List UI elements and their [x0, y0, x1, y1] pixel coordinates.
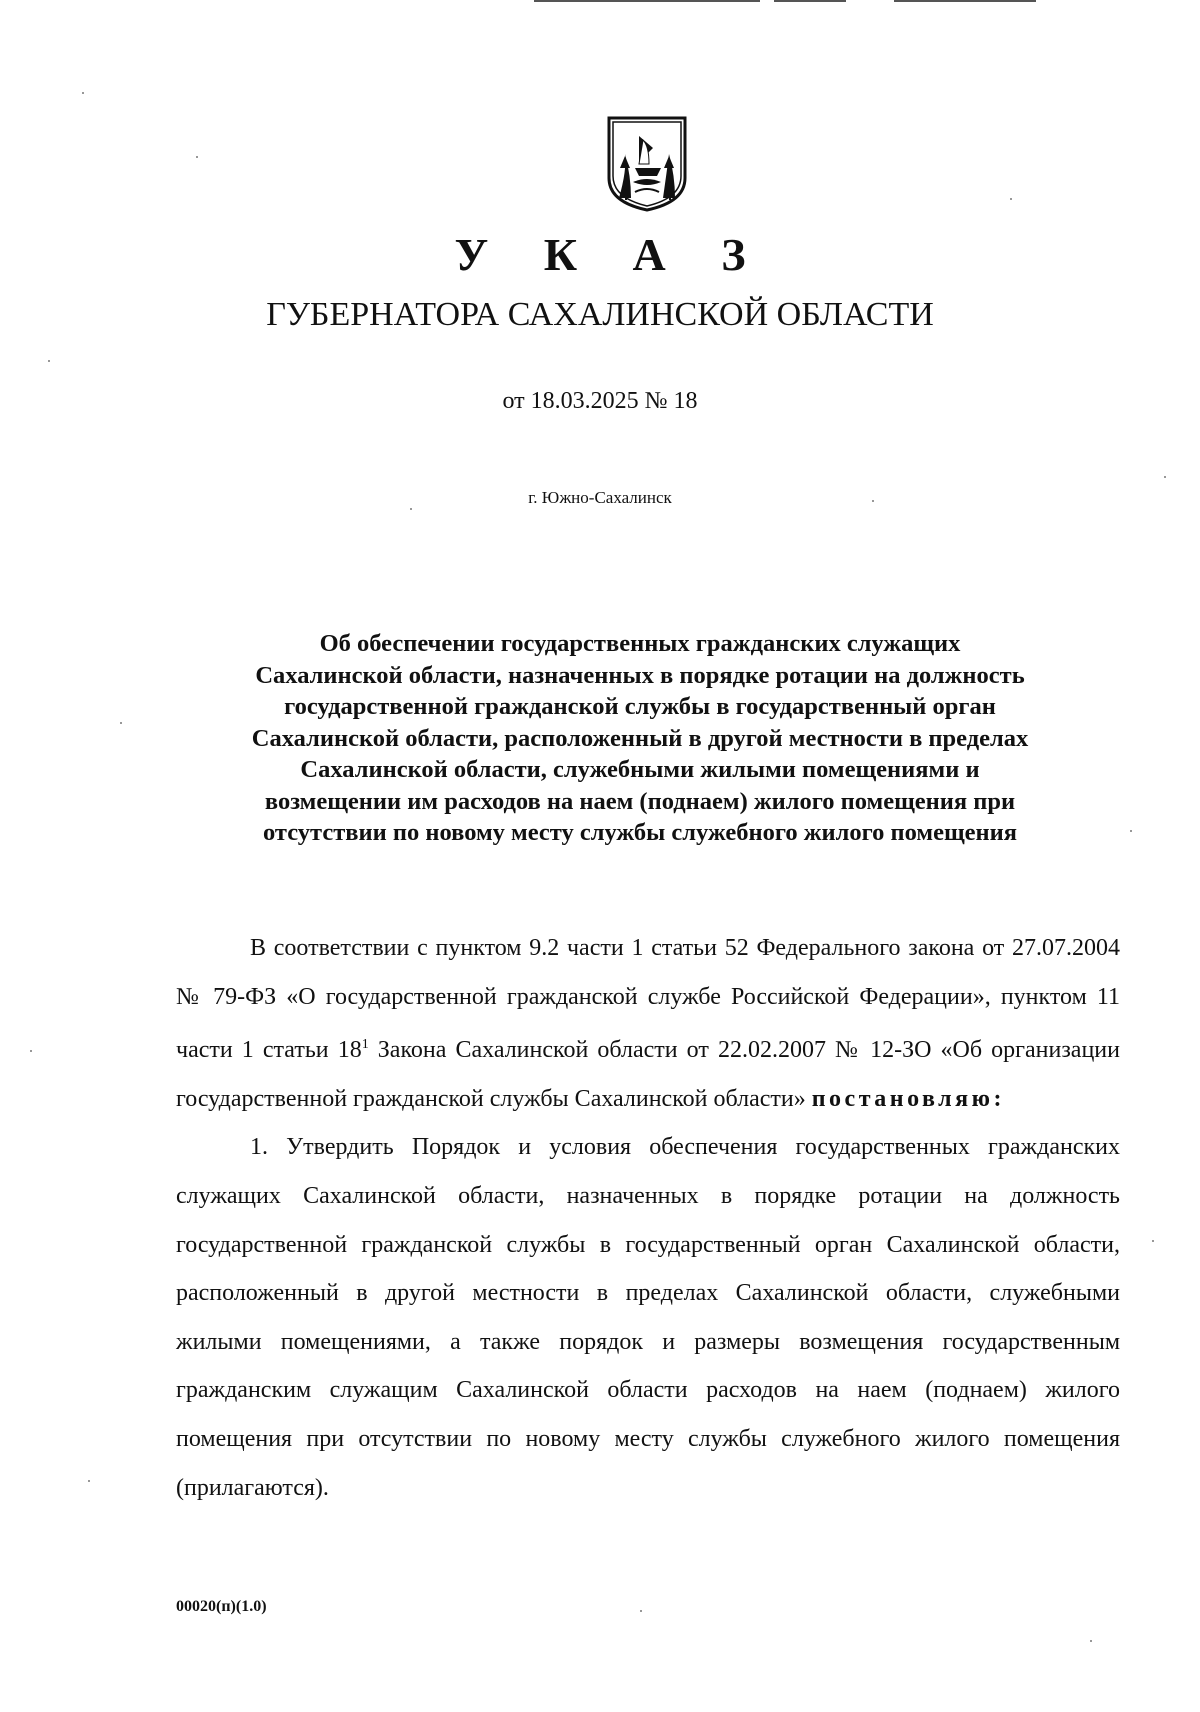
preamble-text-continued: Закона Сахалинской области от 22.02.2007 № 12-ЗО «Об организации государственной гражданской службы Сахалинской области» — [176, 1037, 1120, 1112]
scan-speck — [1152, 1240, 1154, 1242]
scan-speck — [30, 1050, 32, 1052]
preamble-text: В соответствии с пунктом 9.2 части 1 статьи 52 Федерального закона от 27.07.2004 № 79-ФЗ «О государственной гражданской службе Российской Федерации», пунктом 11 части 1 статьи 18 — [176, 935, 1120, 1064]
heading-line: государственной гражданской службы в государственный орган — [284, 693, 996, 720]
heading-line: Сахалинской области, расположенный в другой местности в пределах — [251, 724, 1029, 752]
document-heading — [160, 628, 1120, 849]
preamble-paragraph — [176, 924, 1120, 1123]
scan-speck — [48, 360, 50, 362]
scan-edge-line — [894, 0, 1036, 2]
scan-speck — [82, 92, 84, 94]
scan-speck — [410, 508, 412, 510]
scan-speck — [196, 156, 198, 158]
scan-speck — [1010, 198, 1012, 200]
scan-speck — [872, 500, 874, 502]
scan-edge-line — [774, 0, 846, 2]
coat-of-arms-icon — [605, 116, 689, 212]
article-superscript: 1 — [361, 1037, 369, 1053]
scan-speck — [1090, 1640, 1092, 1642]
document-type-title: У К А З — [454, 229, 768, 280]
document-body — [176, 924, 1120, 1512]
scan-edge-line — [534, 0, 760, 2]
scan-speck — [1164, 476, 1166, 478]
decree-word: постановляю: — [811, 1085, 1005, 1112]
scan-speck — [88, 1480, 90, 1482]
clause-paragraph: 1. Утвердить Порядок и условия обеспечения государственных гражданских служащих Сахалинской области, назначенных в порядке ротации на должность государственной гражданской службы в государственный орган Сахалинской области, расположенный в другой местности в пределах Сахалинской области, служебными жилыми помещениями, а также порядок и размеры возмещения государственным гражданским служащим Сахалинской области расходов на наем (поднаем) жилого помещения при отсутствии по новому месту службы служебного жилого помещения (прилагаются). — [176, 1134, 1120, 1501]
scan-speck — [640, 1610, 642, 1612]
heading-line: отсутствии по новому месту службы служебного жилого помещения — [262, 819, 1017, 846]
document-city: г. Южно-Сахалинск — [528, 488, 672, 507]
scan-speck — [1130, 830, 1132, 832]
form-code: 00020(п)(1.0) — [176, 1598, 267, 1615]
heading-line: возмещении им расходов на наем (поднаем) жилого помещения при — [264, 787, 1016, 815]
issuer-title: ГУБЕРНАТОРА САХАЛИНСКОЙ ОБЛАСТИ — [266, 296, 934, 333]
heading-line: Сахалинской области, служебными жилыми помещениями и — [300, 756, 980, 783]
heading-line: Об обеспечении государственных гражданских служащих — [319, 630, 961, 657]
document-date-number: от 18.03.2025 № 18 — [502, 388, 698, 414]
scan-speck — [120, 722, 122, 724]
heading-line: Сахалинской области, назначенных в порядке ротации на должность — [255, 661, 1025, 689]
